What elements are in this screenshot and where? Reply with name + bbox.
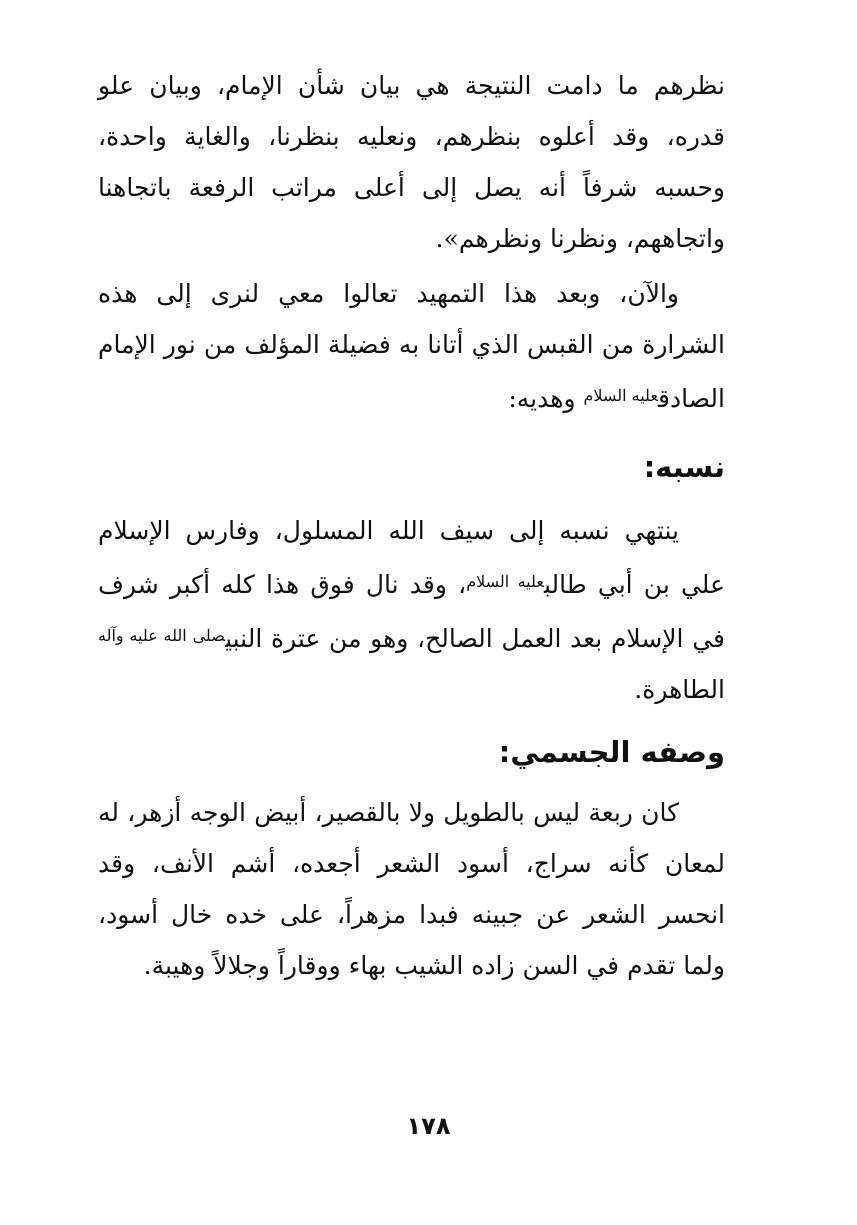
paragraph-continuation: نظرهم ما دامت النتيجة هي بيان شأن الإمام، وبيان علو قدره، وقد أعلوه بنظرهم، ونعليه بنظرنا، والغاية واحدة، وحسبه شرفاً أنه يصل إلى أعلى مراتب الرفعة باتجاهنا واتجاههم، ونظرنا ونظرهم». <box>98 71 725 253</box>
intro-text: والآن، وبعد هذا التمهيد تعالوا معي لنرى إلى هذه الشرارة من القبس الذي أتانا به فضيلة المؤلف من نور الإمام الصادق <box>98 279 725 413</box>
heading-lineage: نسبه: <box>643 450 725 484</box>
lineage-text-middle: ، وقد نال فوق هذا كله أكبر شرف في الإسلام بعد العمل الصالح، وهو من عترة النبي <box>98 570 725 653</box>
honorific-glyph: عليه السلام <box>466 572 544 591</box>
paragraph-physical-description: كان ربعة ليس بالطويل ولا بالقصير، أبيض الوجه أزهر، له لمعان كأنه سراج، أسود الشعر أجعده، أشم الأنف، وقد انحسر الشعر عن جبينه فبدا مزهراً، على خده خال أسود، ولما تقدم في السن زاده الشيب بهاء ووقاراً وجلالاً وهيبة. <box>98 798 725 980</box>
honorific-glyph: عليه السلام <box>583 386 659 405</box>
page-number: ١٧٨ <box>406 1112 451 1140</box>
lineage-text-end: الطاهرة. <box>634 675 725 704</box>
heading-physical-description: وصفه الجسمي: <box>498 735 725 769</box>
honorific-glyph-prophet: صلى الله عليه وآله <box>98 626 226 645</box>
lineage-text: ينتهي نسبه إلى سيف الله المسلول، وفارس الإسلام علي بن أبي طالب <box>98 516 725 599</box>
intro-text-end: وهديه: <box>508 384 584 413</box>
paragraph-lineage <box>98 505 725 715</box>
paragraph-introduction <box>98 268 725 424</box>
